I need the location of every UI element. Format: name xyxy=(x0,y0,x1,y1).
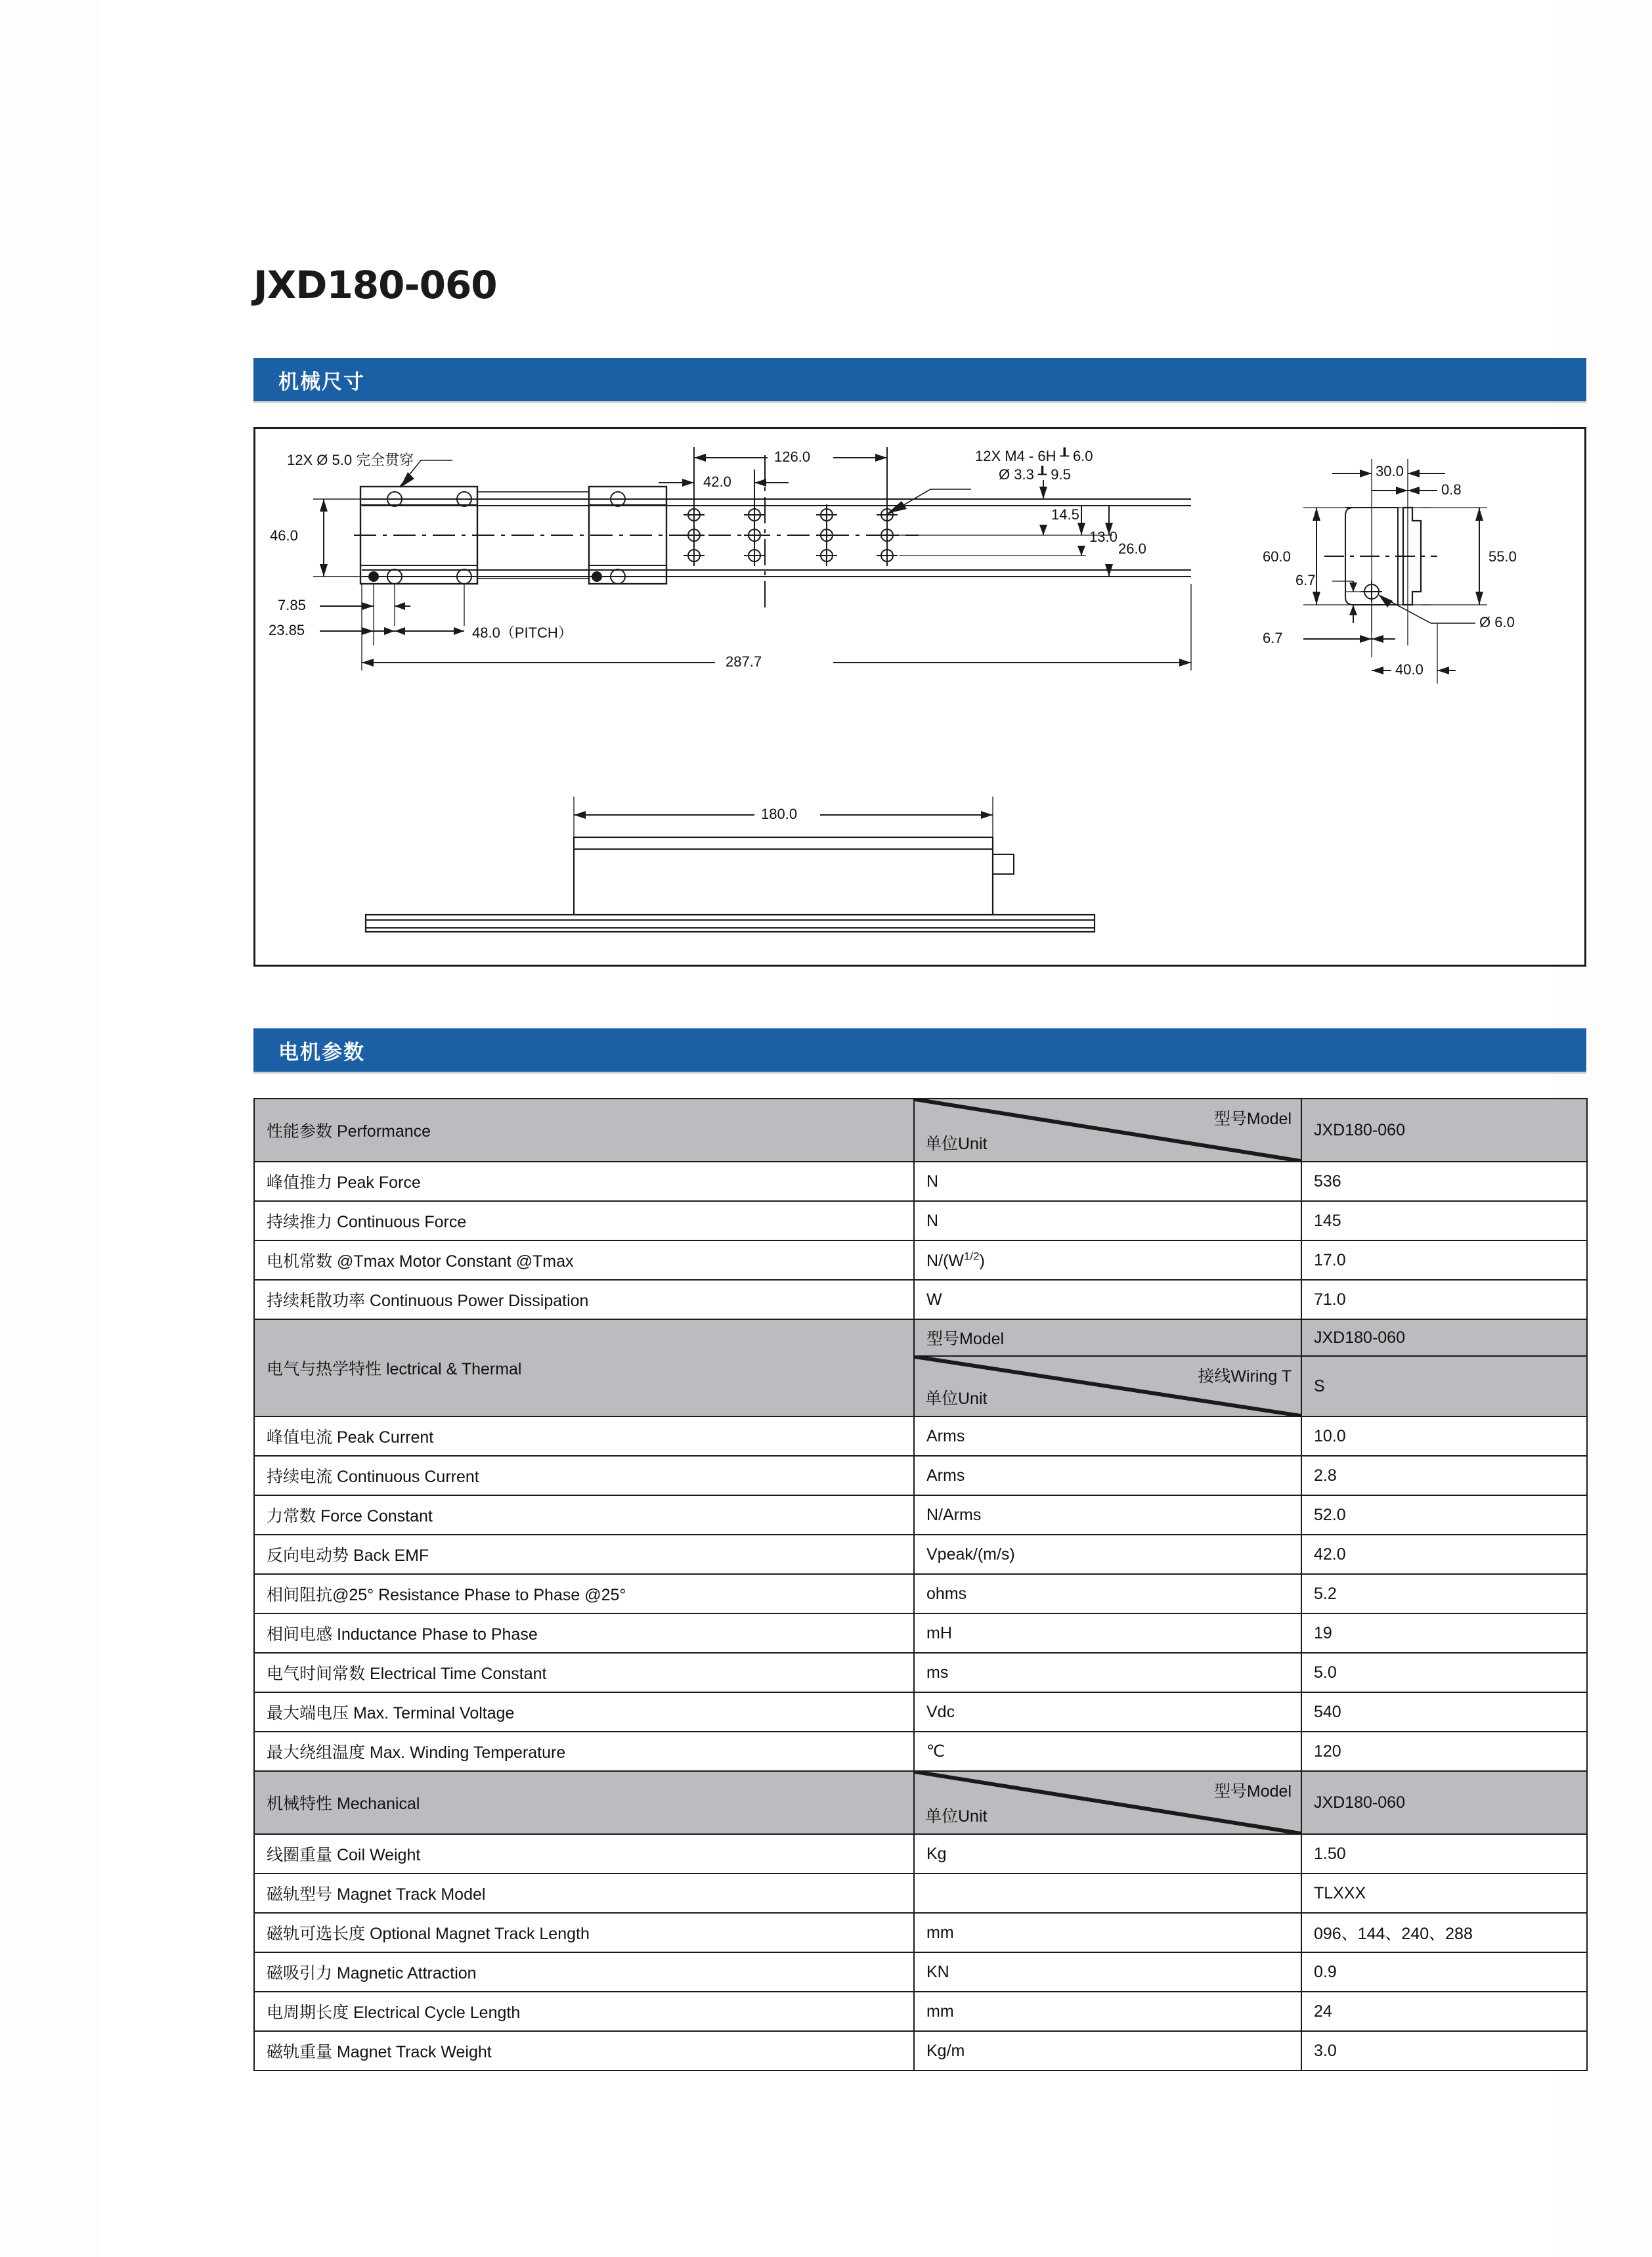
row-unit-tail: ) xyxy=(979,1251,985,1270)
table-row xyxy=(254,1834,1587,1874)
row-value: 71.0 xyxy=(1301,1280,1587,1319)
row-unit: Arms xyxy=(914,1416,1301,1456)
label-model: 型号Model xyxy=(1213,1110,1292,1128)
dim-6-7-horizontal: 6.7 xyxy=(1263,630,1283,646)
dim-hole-dia-6: Ø 6.0 xyxy=(1479,614,1515,630)
row-name: 磁轨可选长度 Optional Magnet Track Length xyxy=(254,1913,914,1952)
label-wiring: 接线Wiring T xyxy=(1198,1367,1292,1386)
table-row xyxy=(254,1162,1587,1201)
dim-7-85: 7.85 xyxy=(278,597,306,613)
row-name: 峰值电流 Peak Current xyxy=(254,1416,914,1456)
row-unit: N/Arms xyxy=(914,1495,1301,1535)
dim-23-85: 23.85 xyxy=(269,622,305,638)
group-header-electrical-model-label: 型号Model xyxy=(914,1319,1301,1356)
group-header-performance xyxy=(254,1099,1587,1162)
group-header-electrical-name: 电气与热学特性 lectrical & Thermal xyxy=(254,1319,914,1416)
table-row xyxy=(254,1613,1587,1653)
row-name: 持续耗散功率 Continuous Power Dissipation xyxy=(254,1280,914,1319)
row-unit: Arms xyxy=(914,1456,1301,1495)
dim-126: 126.0 xyxy=(774,449,811,465)
drawing-front-view xyxy=(255,429,1584,965)
table-row xyxy=(254,1201,1587,1240)
section-banner-dimensions-label: 机械尺寸 xyxy=(278,370,365,394)
group-header-mechanical-model-value: JXD180-060 xyxy=(1301,1771,1587,1834)
row-unit: KN xyxy=(914,1952,1301,1992)
dim-48-pitch: 48.0（PITCH） xyxy=(472,625,573,641)
table-row xyxy=(254,2031,1587,2071)
group-header-electrical-wiring-value: S xyxy=(1301,1356,1587,1416)
table-row xyxy=(254,1240,1587,1280)
note-tapped-holes-line2: Ø 3.3 ┸ 9.5 xyxy=(999,466,1071,483)
row-name: 持续推力 Continuous Force xyxy=(254,1201,914,1240)
group-header-electrical-model-value: JXD180-060 xyxy=(1301,1319,1587,1356)
row-name: 磁轨重量 Magnet Track Weight xyxy=(254,2031,914,2071)
row-value: TLXXX xyxy=(1301,1874,1587,1913)
label-unit: 单位Unit xyxy=(925,1390,988,1408)
row-name: 电周期长度 Electrical Cycle Length xyxy=(254,1992,914,2031)
group-header-performance-diagonal xyxy=(914,1099,1301,1162)
row-name: 相间电感 Inductance Phase to Phase xyxy=(254,1613,914,1653)
row-unit: Vdc xyxy=(914,1692,1301,1732)
row-unit xyxy=(914,1874,1301,1913)
group-header-performance-model-value: JXD180-060 xyxy=(1301,1099,1587,1162)
mechanical-drawing xyxy=(253,427,1586,967)
label-unit: 单位Unit xyxy=(925,1807,988,1826)
row-unit: mm xyxy=(914,1992,1301,2031)
row-value: 0.9 xyxy=(1301,1952,1587,1992)
table-row xyxy=(254,1913,1587,1952)
motor-parameters-table xyxy=(253,1098,1588,2071)
row-value: 10.0 xyxy=(1301,1416,1587,1456)
row-unit: Kg/m xyxy=(914,2031,1301,2071)
table-row xyxy=(254,1456,1587,1495)
group-header-electrical-row1 xyxy=(254,1319,1587,1356)
page-title: JXD180-060 xyxy=(253,263,497,307)
row-value: 17.0 xyxy=(1301,1240,1587,1280)
row-name: 峰值推力 Peak Force xyxy=(254,1162,914,1201)
group-header-mechanical xyxy=(254,1771,1587,1834)
dim-180: 180.0 xyxy=(761,806,798,822)
row-value: 24 xyxy=(1301,1992,1587,2031)
dim-14-5: 14.5 xyxy=(1051,506,1079,523)
table-row xyxy=(254,1952,1587,1992)
row-unit: Vpeak/(m/s) xyxy=(914,1535,1301,1574)
row-unit: mm xyxy=(914,1913,1301,1952)
group-header-electrical-diagonal xyxy=(914,1356,1301,1416)
row-unit-exponent: 1/2 xyxy=(963,1250,980,1263)
label-model: 型号Model xyxy=(1213,1782,1292,1801)
row-name: 持续电流 Continuous Current xyxy=(254,1456,914,1495)
row-value: 096、144、240、288 xyxy=(1301,1913,1587,1952)
row-value: 536 xyxy=(1301,1162,1587,1201)
row-value: 42.0 xyxy=(1301,1535,1587,1574)
table-row xyxy=(254,1653,1587,1692)
table-row xyxy=(254,1874,1587,1913)
table-row xyxy=(254,1535,1587,1574)
table-row xyxy=(254,1692,1587,1732)
dim-30: 30.0 xyxy=(1376,463,1404,479)
table-row xyxy=(254,1495,1587,1535)
dim-6-7-vertical: 6.7 xyxy=(1295,572,1316,588)
note-tapped-holes-line1: 12X M4 - 6H ┸ 6.0 xyxy=(975,448,1093,464)
row-value: 120 xyxy=(1301,1732,1587,1771)
row-name: 反向电动势 Back EMF xyxy=(254,1535,914,1574)
dim-13: 13.0 xyxy=(1089,529,1118,545)
dim-26: 26.0 xyxy=(1118,540,1146,557)
dim-40: 40.0 xyxy=(1395,661,1424,678)
row-value: 145 xyxy=(1301,1201,1587,1240)
row-unit: mH xyxy=(914,1613,1301,1653)
row-value: 5.2 xyxy=(1301,1574,1587,1613)
page-sheet xyxy=(98,0,1554,2257)
row-value: 3.0 xyxy=(1301,2031,1587,2071)
row-name: 最大绕组温度 Max. Winding Temperature xyxy=(254,1732,914,1771)
label-unit: 单位Unit xyxy=(925,1135,988,1153)
row-value: 5.0 xyxy=(1301,1653,1587,1692)
row-value: 52.0 xyxy=(1301,1495,1587,1535)
row-value: 1.50 xyxy=(1301,1834,1587,1874)
dim-287-7: 287.7 xyxy=(726,653,762,670)
section-banner-parameters xyxy=(253,1028,1586,1072)
row-unit: ms xyxy=(914,1653,1301,1692)
group-header-mechanical-name: 机械特性 Mechanical xyxy=(254,1771,914,1834)
table-row xyxy=(254,1574,1587,1613)
table-body xyxy=(254,1099,1587,2071)
row-value: 19 xyxy=(1301,1613,1587,1653)
row-unit-base: N/(W xyxy=(926,1251,964,1270)
row-value: 540 xyxy=(1301,1692,1587,1732)
row-name: 电气时间常数 Electrical Time Constant xyxy=(254,1653,914,1692)
table-row xyxy=(254,1992,1587,2031)
row-unit: N xyxy=(914,1162,1301,1201)
section-banner-parameters-label: 电机参数 xyxy=(278,1040,365,1064)
dim-55: 55.0 xyxy=(1489,548,1517,565)
dim-46: 46.0 xyxy=(270,527,298,544)
row-unit: N xyxy=(914,1201,1301,1240)
dim-0-8: 0.8 xyxy=(1441,481,1462,498)
row-name: 磁吸引力 Magnetic Attraction xyxy=(254,1952,914,1992)
row-unit: Kg xyxy=(914,1834,1301,1874)
section-banner-dimensions xyxy=(253,358,1586,401)
note-through-holes: 12X Ø 5.0 完全贯穿 xyxy=(287,452,414,468)
row-name: 线圈重量 Coil Weight xyxy=(254,1834,914,1874)
row-unit: W xyxy=(914,1280,1301,1319)
group-header-performance-name: 性能参数 Performance xyxy=(254,1099,914,1162)
dim-60: 60.0 xyxy=(1263,548,1291,565)
row-name: 最大端电压 Max. Terminal Voltage xyxy=(254,1692,914,1732)
table-row xyxy=(254,1732,1587,1771)
row-name: 电机常数 @Tmax Motor Constant @Tmax xyxy=(254,1240,914,1280)
group-header-mechanical-diagonal xyxy=(914,1771,1301,1834)
row-name: 力常数 Force Constant xyxy=(254,1495,914,1535)
row-unit xyxy=(914,1240,1301,1280)
row-unit: ohms xyxy=(914,1574,1301,1613)
dim-42: 42.0 xyxy=(703,473,731,490)
table-row xyxy=(254,1280,1587,1319)
row-value: 2.8 xyxy=(1301,1456,1587,1495)
row-name: 相间阻抗@25° Resistance Phase to Phase @25° xyxy=(254,1574,914,1613)
row-unit: ℃ xyxy=(914,1732,1301,1771)
row-name: 磁轨型号 Magnet Track Model xyxy=(254,1874,914,1913)
table-row xyxy=(254,1416,1587,1456)
